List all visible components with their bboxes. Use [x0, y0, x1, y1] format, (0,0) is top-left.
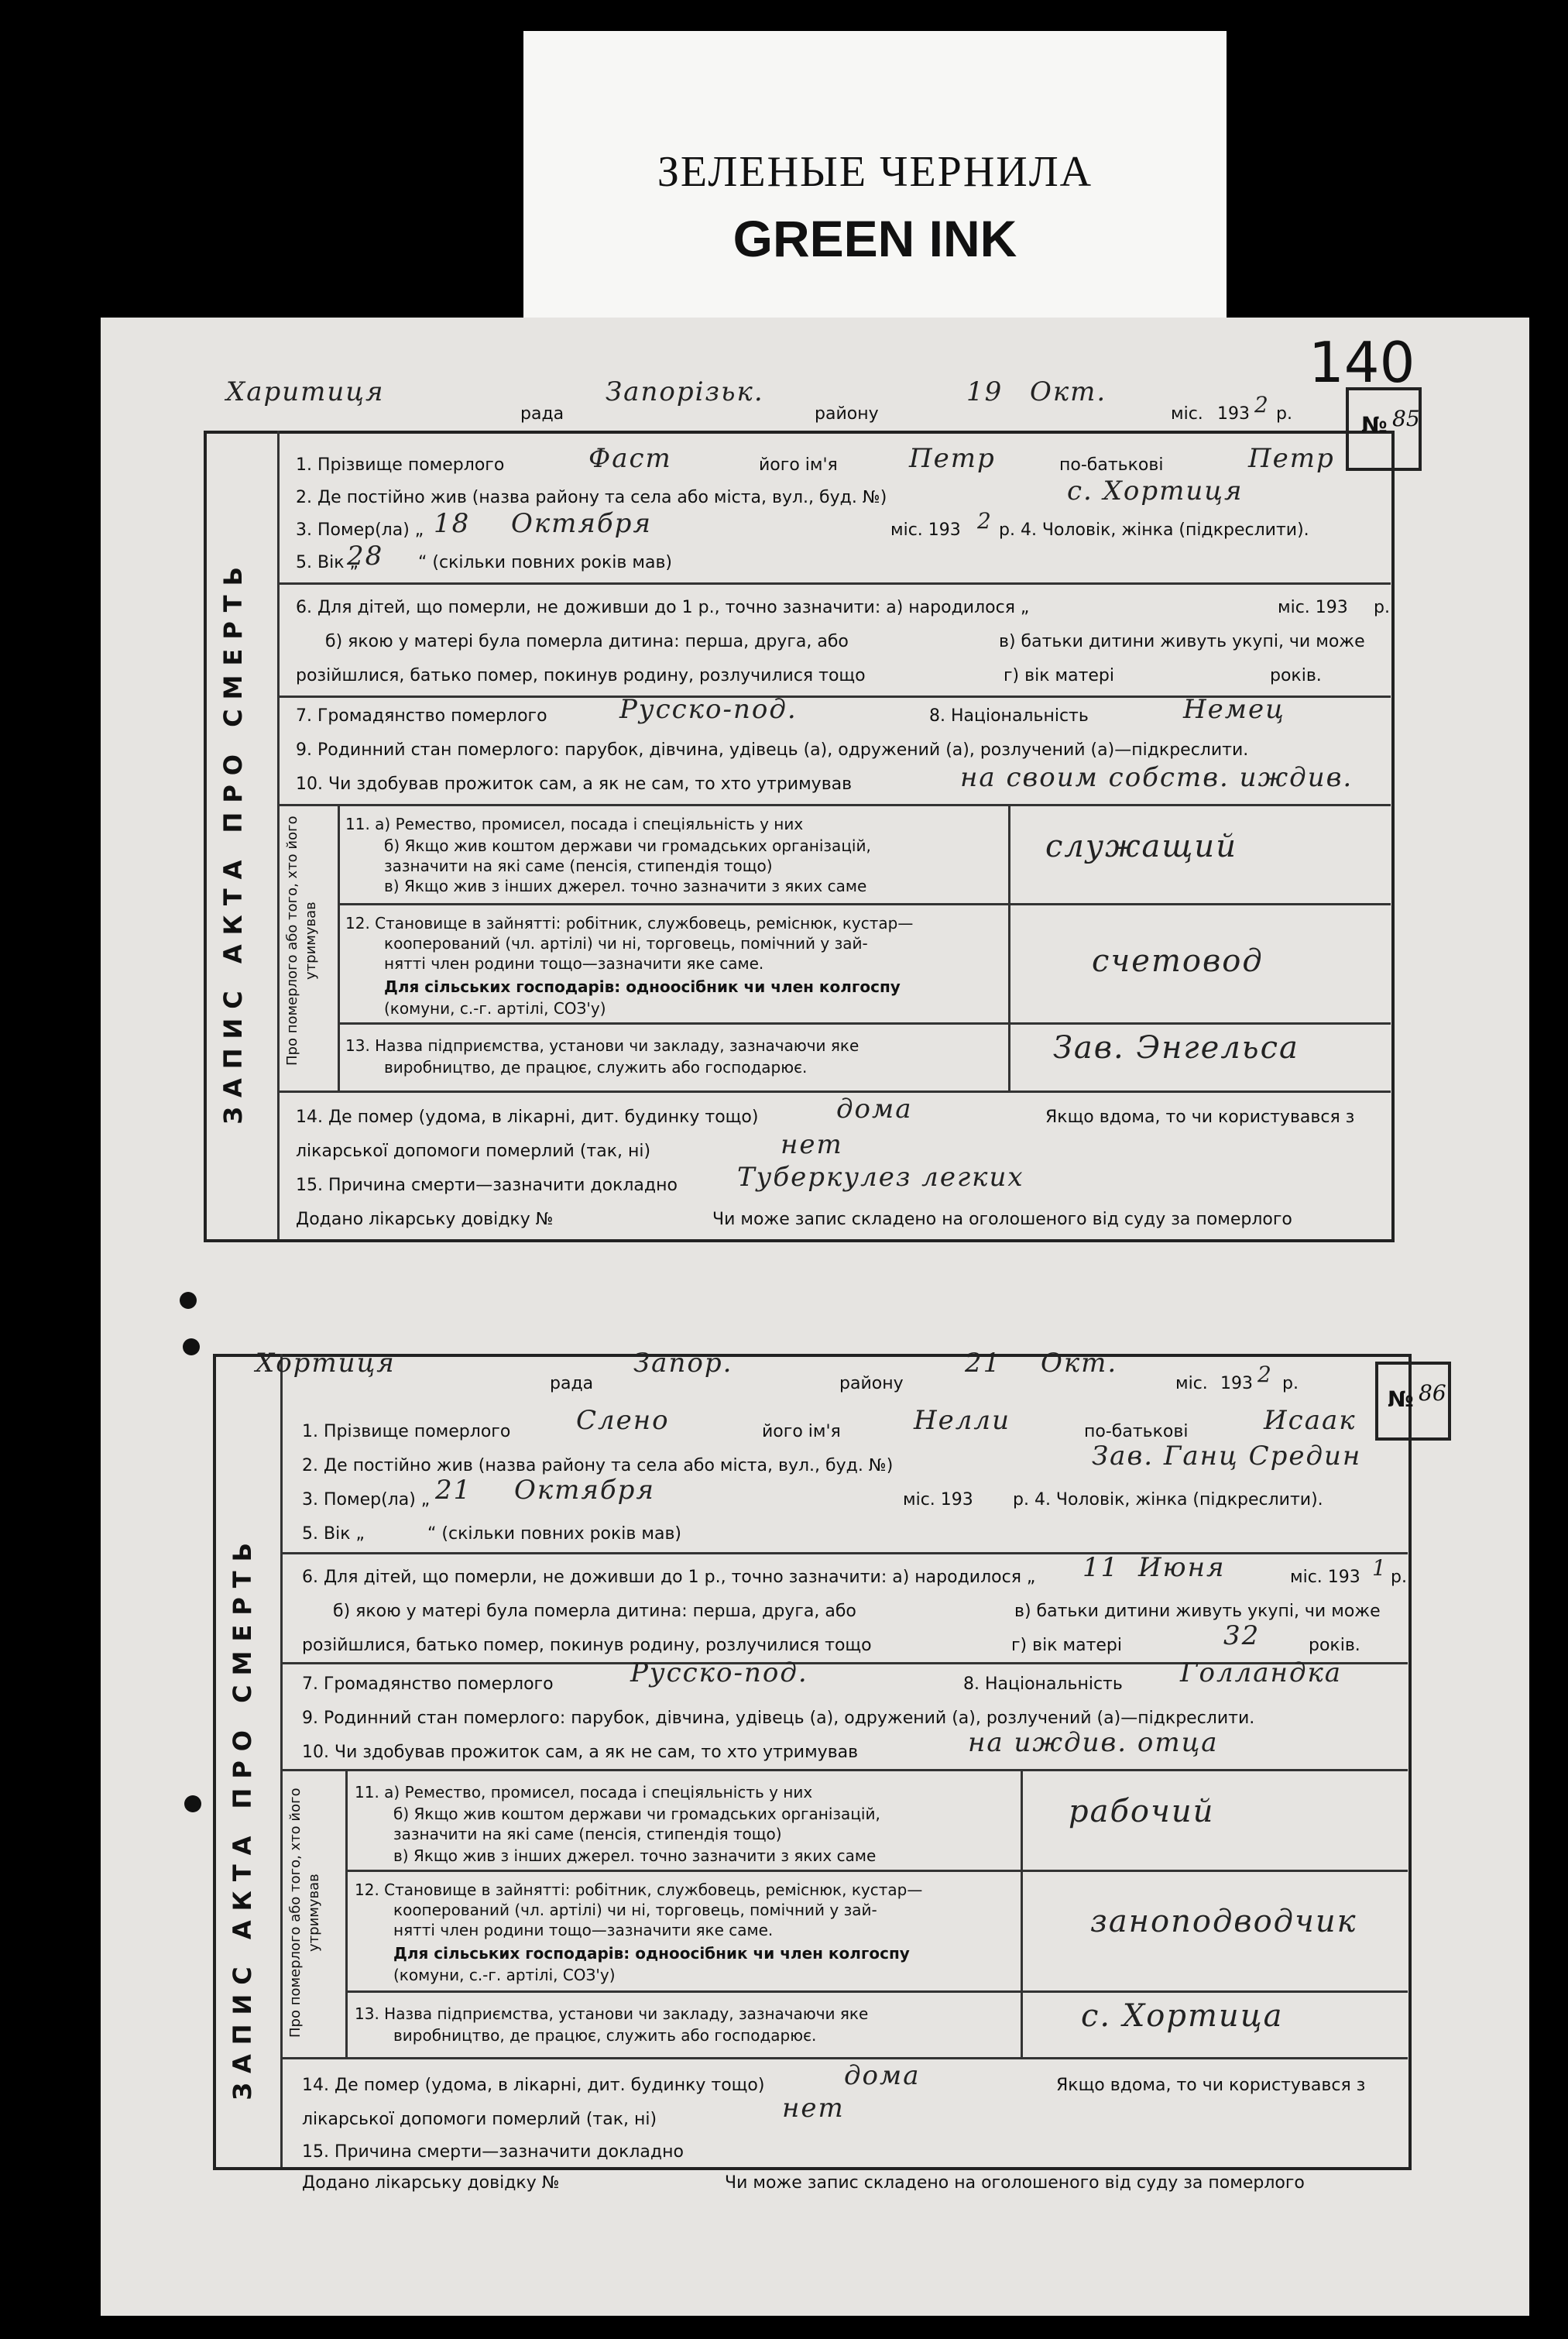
q6c-rokiv-label: років. — [1270, 666, 1322, 685]
q14-c-label: лікарської допомоги померлий (так, ні) — [302, 2110, 657, 2129]
citizenship-value: Русско-под. — [619, 694, 798, 725]
raion-value: Запор. — [633, 1348, 733, 1379]
q11-line2: б) Якщо жив коштом держави чи громадських організацій, — [393, 1805, 880, 1823]
q3-label: 3. Помер(ла) „ — [302, 1490, 431, 1510]
q7-label: 7. Громадянство померлого — [296, 706, 547, 726]
answer-divider — [1021, 1769, 1023, 2057]
q11-line4: в) Якщо жив з інших джерел. точно зазначити з яких саме — [393, 1846, 877, 1865]
raion-label: району — [815, 404, 879, 424]
rada-label: рада — [550, 1374, 594, 1393]
year-label: 193 — [1220, 1374, 1253, 1393]
row-divider — [345, 1870, 1408, 1872]
date-month-value: Окт. — [1041, 1348, 1118, 1379]
q1-name-label: його ім'я — [762, 1422, 841, 1441]
q-add-label: Додано лікарську довідку № — [296, 1210, 554, 1229]
q8-label: 8. Національність — [963, 1674, 1123, 1694]
record-frame — [213, 1354, 1412, 2170]
raion-value: Запорізьк. — [606, 376, 764, 407]
workplace-value: Зав. Энгельса — [1053, 1030, 1299, 1066]
born-day-value: 11 — [1083, 1552, 1120, 1583]
record-side-subtitle: Про померлого або того, хто його утримував — [284, 816, 319, 1066]
q6a-label: 6. Для дітей, що померли, не доживши до 1 р., точно зазначити: а) народилося „ — [302, 1568, 1036, 1587]
q6c-g-label: г) вік матері — [1004, 666, 1114, 685]
death-day-value: 18 — [434, 508, 471, 539]
mis-label: міс. — [1171, 404, 1203, 424]
citizenship-value: Русско-под. — [630, 1657, 808, 1688]
q6a-mis-label: міс. 193 — [1278, 598, 1348, 617]
q6b-label: б) якою у матері була померла дитина: перша, друга, або — [333, 1602, 856, 1621]
rada-label: рада — [520, 404, 564, 424]
born-year-digit: 1 — [1372, 1555, 1388, 1581]
q12-line2: кооперований (чл. артілі) чи ні, торговець, помічний у зай- — [384, 934, 868, 953]
supported-value: на своим собств. иждив. — [960, 762, 1354, 793]
row-divider — [345, 1990, 1408, 1993]
q10-label: 10. Чи здобував прожиток сам, а як не сам, то хто утримував — [302, 1743, 859, 1762]
q9-label: 9. Родинний стан померлого: парубок, дівчина, удівець (а), одружений (а), розлучений (а)—підкреслити. — [302, 1709, 1255, 1728]
row-divider — [280, 1552, 1408, 1554]
date-day-value: 21 — [965, 1348, 1002, 1379]
position-value: заноподводчик — [1090, 1904, 1357, 1939]
no-value: 85 — [1392, 406, 1420, 431]
q6a-mis-label: міс. 193 — [1290, 1568, 1360, 1587]
rada-value: Хортиця — [256, 1348, 396, 1379]
surname-value: Фаст — [588, 443, 672, 474]
q6c-label: розійшлися, батько помер, покинув родину, розлучилися тощо — [302, 1636, 872, 1655]
no-label: № — [1388, 1386, 1414, 1412]
q14-label: 14. Де помер (удома, в лікарні, дит. будинку тощо) — [296, 1108, 759, 1127]
record-side-subtitle: Про померлого або того, хто його утримував — [287, 1788, 322, 2038]
q3-mis-label: міс. 193 — [903, 1490, 973, 1510]
q3-rest-label: р. 4. Чоловік, жінка (підкреслити). — [999, 520, 1309, 540]
record-side-title: ЗАПИС АКТА ПРО СМЕРТЬ — [218, 558, 248, 1125]
row-divider — [280, 2057, 1408, 2059]
date-month-value: Окт. — [1030, 376, 1107, 407]
r-label: р. — [1276, 404, 1292, 424]
supported-value: на иждив. отца — [968, 1727, 1219, 1758]
q13-line2: виробництво, де працює, служить або господарює. — [393, 2026, 817, 2045]
q6a-r-label: р. — [1391, 1568, 1407, 1587]
residence-value: Зав. Ганц Средин — [1092, 1441, 1362, 1472]
nationality-value: Немец — [1183, 694, 1285, 725]
q12-line4: Для сільських господарів: одноосібник чи член колгоспу — [393, 1944, 910, 1963]
q6c-label: розійшлися, батько помер, покинув родину, розлучилися тощо — [296, 666, 866, 685]
q5-rest-label: “ (скільки повних років мав) — [427, 1524, 681, 1544]
name-value: Нелли — [914, 1405, 1010, 1436]
q11-line3: зазначити на які саме (пенсія, стипендія тощо) — [393, 1825, 782, 1843]
workplace-value: с. Хортица — [1081, 1998, 1284, 2034]
occupation-value: рабочий — [1069, 1794, 1215, 1829]
q6a-label: 6. Для дітей, що померли, не доживши до 1 р., точно зазначити: а) народилося „ — [296, 598, 1030, 617]
q6c-g-label: г) вік матері — [1011, 1636, 1122, 1655]
q13-line1: 13. Назва підприємства, установи чи закладу, зазначаючи яке — [355, 2004, 869, 2023]
q11-line3: зазначити на які саме (пенсія, стипендія тощо) — [384, 857, 773, 875]
q6b-v-label: в) батьки дитини живуть укупі, чи може — [1014, 1602, 1381, 1621]
q10-label: 10. Чи здобував прожиток сам, а як не сам, то хто утримував — [296, 775, 853, 794]
death-month-value: Октября — [514, 1475, 655, 1506]
q-add-b-label: Чи може запис складено на оголошеного від суду за померлого — [725, 2173, 1305, 2193]
q9-label: 9. Родинний стан померлого: парубок, дівчина, удівець (а), одружений (а), розлучений (а)—підкреслити. — [296, 740, 1249, 760]
q12-line4: Для сільських господарів: одноосібник чи член колгоспу — [384, 977, 901, 996]
q3-mis-label: міс. 193 — [890, 520, 961, 540]
q1-label: 1. Прізвище померлого — [302, 1422, 511, 1441]
medical-value: нет — [781, 1129, 843, 1160]
record-side-title: ЗАПИС АКТА ПРО СМЕРТЬ — [228, 1534, 257, 2100]
no-label: № — [1361, 412, 1388, 438]
q3-rest-label: р. 4. Чоловік, жінка (підкреслити). — [1013, 1490, 1323, 1510]
label-russian: ЗЕЛЕНЫЕ ЧЕРНИЛА — [657, 148, 1093, 196]
q3-label: 3. Помер(ла) „ — [296, 520, 424, 540]
q14-b-label: Якщо вдома, то чи користувався з — [1056, 2076, 1366, 2095]
q12-line1: 12. Становище в зайнятті: робітник, службовець, реміснюк, кустар— — [345, 914, 914, 933]
q12-line3: нятті член родини тощо—зазначити яке саме. — [393, 1921, 774, 1939]
q6b-v-label: в) батьки дитини живуть укупі, чи може — [999, 632, 1365, 651]
occupation-value: служащий — [1045, 829, 1237, 864]
age-value: 28 — [347, 541, 384, 572]
q-add-label: Додано лікарську довідку № — [302, 2173, 560, 2193]
q5-label: 5. Вік „ — [302, 1524, 365, 1544]
q15-label: 15. Причина смерти—зазначити докладно — [296, 1176, 678, 1195]
death-year-digit: 2 — [977, 508, 993, 534]
q11-line2: б) Якщо жив коштом держави чи громадських організацій, — [384, 836, 871, 855]
row-divider — [280, 1769, 1408, 1771]
no-value: 86 — [1419, 1380, 1446, 1406]
position-value: счетовод — [1092, 943, 1264, 979]
q-add-b-label: Чи може запис складено на оголошеного від суду за померлого — [712, 1210, 1292, 1229]
rada-value: Харитиця — [226, 376, 385, 407]
folio-number: 140 — [1309, 330, 1415, 395]
q5-rest-label: “ (скільки повних років мав) — [418, 553, 672, 572]
patronymic-value: Петр — [1248, 443, 1335, 474]
q12-line3: нятті член родини тощо—зазначити яке саме. — [384, 954, 764, 973]
q2-label: 2. Де постійно жив (назва району та села або міста, вул., буд. №) — [296, 488, 887, 507]
q6a-r-label: р. — [1374, 598, 1390, 617]
nationality-value: Голландка — [1180, 1657, 1343, 1688]
death-month-value: Октября — [511, 508, 652, 539]
year-digit: 2 — [1254, 392, 1270, 417]
year-digit: 2 — [1257, 1362, 1273, 1387]
medical-value: нет — [782, 2093, 845, 2124]
raion-label: району — [839, 1374, 904, 1393]
q12-line2: кооперований (чл. артілі) чи ні, торговець, помічний у зай- — [393, 1901, 877, 1919]
r-label: р. — [1282, 1374, 1299, 1393]
q1-patr-label: по-батькові — [1084, 1422, 1189, 1441]
surname-value: Cлено — [576, 1405, 670, 1436]
q1-patr-label: по-батькові — [1059, 455, 1164, 475]
q8-label: 8. Національність — [929, 706, 1089, 726]
year-label: 193 — [1217, 404, 1250, 424]
sub-divider — [345, 1769, 348, 2057]
born-month-value: Июня — [1138, 1552, 1226, 1583]
q13-line2: виробництво, де працює, служить або господарює. — [384, 1058, 808, 1077]
q15-label: 15. Причина смерти—зазначити докладно — [302, 2142, 684, 2162]
residence-value: с. Хортиця — [1067, 476, 1244, 507]
date-day-value: 19 — [966, 376, 1004, 407]
q11-line1: 11. а) Ремество, промисел, посада і спеціяльність у них — [345, 815, 804, 833]
q6c-rokiv-label: років. — [1309, 1636, 1360, 1655]
q1-label: 1. Прізвище померлого — [296, 455, 505, 475]
mother-age-value: 32 — [1223, 1620, 1261, 1651]
q14-b-label: Якщо вдома, то чи користувався з — [1045, 1108, 1355, 1127]
mis-label: міс. — [1175, 1374, 1208, 1393]
q6b-label: б) якою у матері була померла дитина: перша, друга, або — [325, 632, 849, 651]
q14-c-label: лікарської допомоги померлий (так, ні) — [296, 1142, 651, 1161]
q11-line4: в) Якщо жив з інших джерел. точно зазначити з яких саме — [384, 877, 867, 895]
q12-line5: (комуни, с.-г. артілі, СОЗ'у) — [393, 1966, 616, 1984]
q12-line5: (комуни, с.-г. артілі, СОЗ'у) — [384, 999, 606, 1018]
q7-label: 7. Громадянство померлого — [302, 1674, 554, 1694]
q11-line1: 11. а) Ремество, промисел, посада і спеціяльність у них — [355, 1783, 813, 1801]
death-place-value: дома — [844, 2060, 921, 2091]
q14-label: 14. Де помер (удома, в лікарні, дит. будинку тощо) — [302, 2076, 765, 2095]
label-english: GREEN INK — [733, 210, 1017, 267]
q5-label: 5. Вік „ — [296, 553, 359, 572]
q2-label: 2. Де постійно жив (назва району та села або міста, вул., буд. №) — [302, 1456, 894, 1475]
death-place-value: дома — [836, 1094, 913, 1125]
death-day-value: 21 — [435, 1475, 472, 1506]
q1-name-label: його ім'я — [759, 455, 838, 475]
q13-line1: 13. Назва підприємства, установи чи закладу, зазначаючи яке — [345, 1036, 859, 1055]
name-value: Петр — [909, 443, 996, 474]
patronymic-value: Исаак — [1264, 1405, 1357, 1436]
cause-value: Туберкулез легких — [737, 1162, 1024, 1193]
record-number-box — [1375, 1362, 1451, 1441]
q12-line1: 12. Становище в зайнятті: робітник, службовець, реміснюк, кустар— — [355, 1880, 923, 1899]
side-divider — [280, 1354, 283, 2167]
